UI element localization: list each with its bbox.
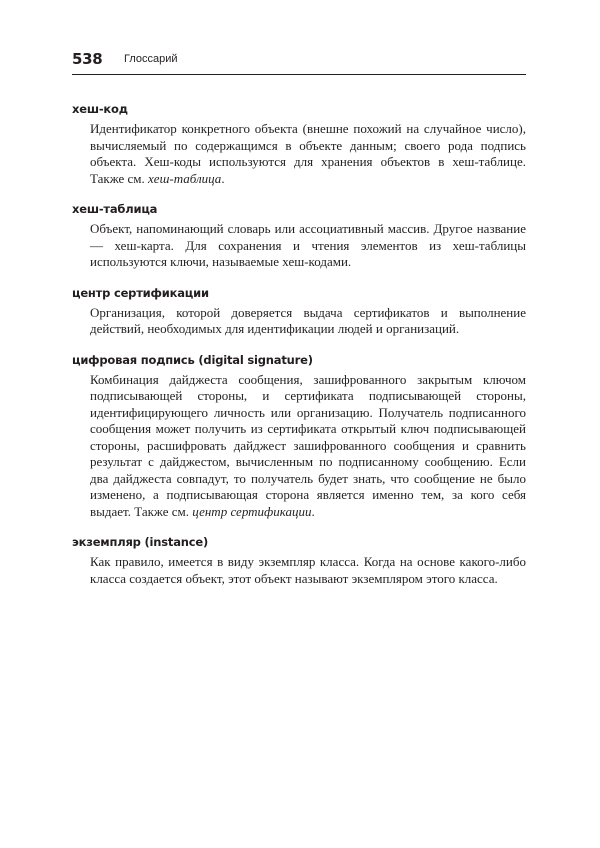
glossary-term: хеш-таблица (72, 202, 158, 216)
definition-text: Комбинация дайджеста сообщения, зашифрованного закрытым ключом подписывающей стороны, и сертификата подписывающей стороны, идентифицирующего личность или организацию. Получатель подписанного сообщения может получить из сертификата открытый ключ подписывающей стороны, расшифровать дайджест зашифрованного сообщения и сравнить результат с дайджестом, вычисленным по подписанному сообщению. Если два дайджеста совпадут, то получатель будет знать, что сообщение не было изменено, а подписывающая сторона является именно тем, за кого себя выдает. Также см. (90, 371, 526, 519)
see-also-reference: центр сертификации (192, 503, 312, 519)
glossary-entries (72, 101, 526, 601)
running-head: Глоссарий (124, 53, 178, 65)
glossary-entry (72, 285, 526, 338)
glossary-definition (90, 305, 526, 338)
glossary-term: центр сертификации (72, 285, 209, 300)
glossary-definition (90, 221, 526, 271)
definition-text: Как правило, имеется в виду экземпляр класса. Когда на основе какого-либо класса создается объект, этот объект называют экземпляром этого класса. (90, 554, 526, 586)
definition-text: Объект, напоминающий словарь или ассоциативный массив. Другое название — хеш-карта. Для сохранения и чтения элементов из хеш-таблицы используются ключи, называемые хеш-кодами. (90, 221, 526, 269)
definition-tail: . (221, 170, 225, 186)
page-header (72, 50, 526, 75)
glossary-entry (72, 201, 526, 271)
glossary-term: цифровая подпись (digital signature) (72, 352, 313, 367)
glossary-entry (72, 101, 526, 187)
glossary-definition (90, 121, 526, 187)
glossary-entry (72, 352, 526, 521)
glossary-term: хеш-код (72, 102, 128, 116)
definition-text: Идентификатор конкретного объекта (внешне похожий на случайное число), вычисляемый по содержащимся в объекте данным; своего рода подпись объекта. Хеш-коды используются для хранения объектов в хеш-таблице. Также см. (90, 121, 526, 186)
glossary-definition (90, 372, 526, 521)
definition-text: Организация, которой доверяется выдача сертификатов и выполнение действий, необходимых для идентификации людей и организаций. (90, 304, 526, 336)
glossary-entry (72, 534, 526, 587)
see-also-reference: хеш-таблица (148, 170, 222, 186)
definition-tail: . (311, 503, 315, 519)
page-number: 538 (72, 50, 103, 68)
glossary-definition (90, 554, 526, 587)
glossary-term: экземпляр (instance) (72, 535, 209, 549)
